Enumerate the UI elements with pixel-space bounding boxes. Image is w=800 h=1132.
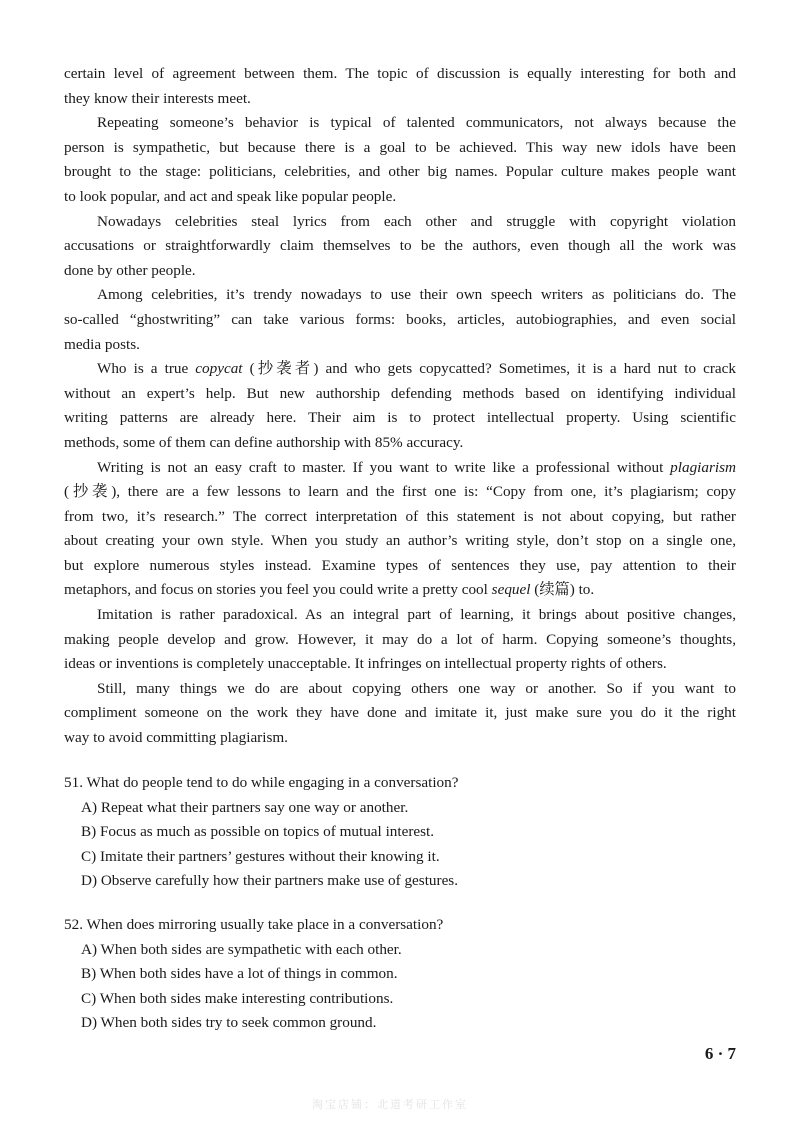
paragraph xyxy=(64,210,736,284)
text-segment: to look popular, and act and speak like popular people. xyxy=(64,187,397,205)
text-line xyxy=(64,677,736,702)
text-line xyxy=(64,87,736,112)
text-segment: (抄袭), there are a few lessons to learn and the first one is: “Copy from one, it’s plagiarism; copy xyxy=(64,483,736,501)
text-segment: so-called “ghostwriting” can take various forms: books, articles, autobiographies, and even social xyxy=(64,310,736,328)
text-segment: person is sympathetic, but because there is a goal to be achieved. This way new idols have been xyxy=(64,138,736,156)
text-segment: Among celebrities, it’s trendy nowadays to use their own speech writers as politicians do. The xyxy=(97,286,736,304)
text-segment: done by other people. xyxy=(64,261,196,279)
text-segment: accusations or straightforwardly claim themselves to be the authors, even though all the work was xyxy=(64,237,736,255)
italic-term: plagiarism xyxy=(670,458,736,476)
answer-option: D) When both sides try to seek common ground. xyxy=(81,1014,377,1031)
text-segment: Who is a true xyxy=(97,360,196,378)
text-line xyxy=(64,185,736,210)
paragraph xyxy=(64,283,736,357)
text-line xyxy=(64,628,736,653)
text-segment: (抄袭者) and who gets copycatted? Sometimes, it is a hard nut to crack xyxy=(242,360,736,378)
text-segment: Imitation is rather paradoxical. As an integral part of learning, it brings about positive changes, xyxy=(97,606,736,624)
text-segment: media posts. xyxy=(64,335,140,353)
paragraph xyxy=(64,62,736,111)
question-stem: 52. When does mirroring usually take place in a conversation? xyxy=(64,916,444,933)
text-segment: Nowadays celebrities steal lyrics from each other and struggle with copyright violation xyxy=(97,212,736,230)
reading-passage xyxy=(64,62,736,751)
text-segment: (续篇) to. xyxy=(530,581,595,599)
text-line xyxy=(64,382,736,407)
text-segment: writing patterns are already here. Their aim is to protect intellectual property. Using scientific xyxy=(64,409,736,427)
text-line xyxy=(64,701,736,726)
text-line xyxy=(64,652,736,677)
answer-option: B) Focus as much as possible on topics of mutual interest. xyxy=(81,823,435,840)
text-line xyxy=(64,160,736,185)
question-52 xyxy=(64,913,736,1036)
text-line xyxy=(64,456,736,481)
text-segment: certain level of agreement between them. The topic of discussion is equally interesting for both and xyxy=(64,65,736,82)
paragraph xyxy=(64,111,736,209)
text-line xyxy=(64,234,736,259)
text-line xyxy=(64,357,736,382)
answer-option: C) When both sides make interesting contributions. xyxy=(81,989,394,1007)
text-line xyxy=(64,406,736,431)
paragraph xyxy=(64,357,736,455)
text-segment: about creating your own style. When you study an author’s writing style, don’t stop on a single one, xyxy=(64,532,736,550)
text-segment: methods, some of them can define authorship with 85% accuracy. xyxy=(64,433,464,451)
text-line xyxy=(64,529,736,554)
text-line xyxy=(64,333,736,358)
question-stem: 51. What do people tend to do while engaging in a conversation? xyxy=(64,774,459,791)
answer-option: A) When both sides are sympathetic with each other. xyxy=(81,940,402,958)
text-segment: Still, many things we do are about copying others one way or another. So if you want to xyxy=(97,679,736,697)
italic-term: sequel xyxy=(491,581,531,599)
answer-option: D) Observe carefully how their partners make use of gestures. xyxy=(81,872,459,889)
italic-term: copycat xyxy=(195,360,243,378)
text-line xyxy=(64,62,736,87)
watermark: 淘宝店铺：北道考研工作室 xyxy=(312,1098,468,1111)
text-line xyxy=(64,505,736,530)
answer-option: B) When both sides have a lot of things in common. xyxy=(81,965,398,982)
text-line xyxy=(64,480,736,505)
text-segment: Repeating someone’s behavior is typical of talented communicators, not always because the xyxy=(97,114,736,132)
text-segment: brought to the stage: politicians, celebrities, and other big names. Popular culture makes people want xyxy=(64,163,736,181)
text-segment: compliment someone on the work they have done and imitate it, just make sure you do it the right xyxy=(64,704,736,722)
paragraph xyxy=(64,603,736,677)
text-line xyxy=(64,431,736,456)
text-line xyxy=(64,308,736,333)
text-segment: making people develop and grow. However, it may do a lot of harm. Copying someone’s thoughts, xyxy=(64,630,736,648)
answer-option: C) Imitate their partners’ gestures without their knowing it. xyxy=(81,847,440,865)
text-line xyxy=(64,136,736,161)
text-segment: they know their interests meet. xyxy=(64,89,251,107)
text-segment: Writing is not an easy craft to master. If you want to write like a professional without xyxy=(97,458,671,476)
paragraph xyxy=(64,677,736,751)
text-line xyxy=(64,283,736,308)
text-segment: from two, it’s research.” The correct interpretation of this statement is not about copying, but rather xyxy=(64,507,736,525)
text-line xyxy=(64,111,736,136)
text-line xyxy=(64,726,736,751)
paragraph xyxy=(64,456,736,604)
question-51 xyxy=(64,771,736,894)
text-line xyxy=(64,603,736,628)
text-segment: without an expert’s help. But new authorship defending methods based on identifying individual xyxy=(64,384,736,402)
text-segment: metaphors, and focus on stories you feel you could write a pretty cool xyxy=(64,581,492,599)
text-line xyxy=(64,554,736,579)
text-line xyxy=(64,259,736,284)
answer-option: A) Repeat what their partners say one way or another. xyxy=(81,798,409,816)
text-segment: ideas or inventions is completely unacceptable. It infringes on intellectual property rights of others. xyxy=(64,655,667,673)
text-segment: but explore numerous styles instead. Examine types of sentences they use, pay attention to their xyxy=(64,556,736,574)
text-line xyxy=(64,578,736,603)
text-segment: way to avoid committing plagiarism. xyxy=(64,729,288,747)
text-line xyxy=(64,210,736,235)
page-number: 6 · 7 xyxy=(704,1044,736,1063)
